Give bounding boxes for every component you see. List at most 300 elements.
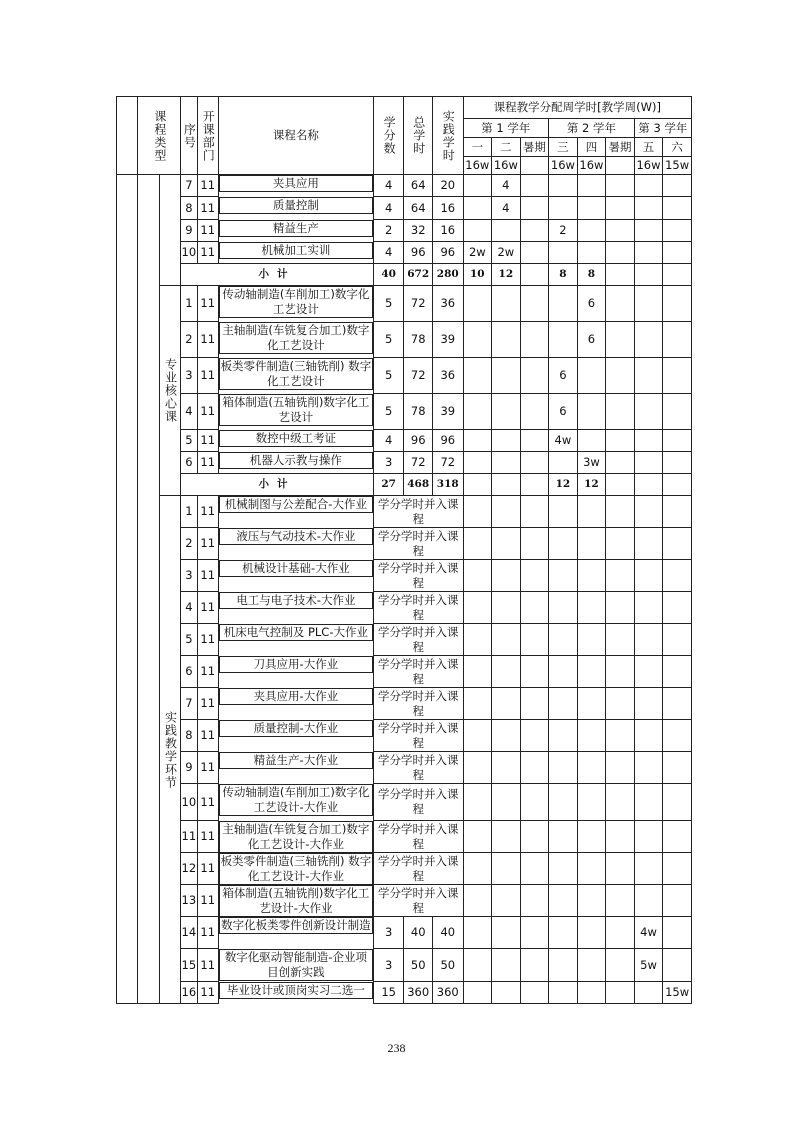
term-hours-cell [606,688,635,720]
term-hours-cell [492,322,521,358]
dept-cell: 11 [197,430,218,452]
term-hours-cell [520,197,549,220]
term-hours-cell [663,853,692,885]
seq-cell: 2 [181,528,197,560]
term-hours-cell: 5w [634,949,663,982]
term-hours-cell [492,688,521,720]
course-name-cell: 传动轴制造(车削加工)数字化工艺设计-大作业 [219,784,373,816]
seq-cell: 3 [181,358,197,394]
weeks-cell: 16w [463,157,492,175]
course-name-cell: 电工与电子技术-大作业 [219,592,373,609]
term-hours-cell [492,528,521,560]
term-hours-cell [663,528,692,560]
term-hours-cell [520,752,549,784]
header-dept: 开课部门 [197,97,218,175]
term-hours-cell [520,452,549,474]
term-hours-cell [492,917,521,949]
credit-cell: 4 [373,175,404,197]
term-hours-cell [606,592,635,624]
term-hours-cell [577,656,606,688]
term-hours-cell [463,592,492,624]
term-hours-cell [663,885,692,917]
course-name-cell: 刀具应用-大作业 [219,656,373,673]
term-hours-cell [549,784,578,821]
term-hours-cell [634,220,663,242]
seq-cell: 10 [181,242,197,264]
term-hours-cell [492,949,521,982]
term-hours-cell [634,821,663,853]
dept-cell: 11 [197,175,218,197]
subtotal-label: 小计 [181,264,374,286]
table-row [117,720,692,752]
term-hours-cell [577,394,606,430]
edge-cell [117,175,138,1004]
term-hours-cell [606,175,635,197]
term-hours-cell [663,752,692,784]
course-name-cell: 精益生产-大作业 [219,752,373,769]
dept-cell: 11 [197,197,218,220]
term-hours-cell [606,784,635,821]
course-name-cell: 机床电气控制及 PLC-大作业 [219,624,373,641]
term-hours-cell [492,982,521,1004]
term-hours-cell [577,242,606,264]
subtotal-term-cell [663,474,692,496]
term-hours-cell [549,752,578,784]
dept-cell: 11 [197,752,218,784]
subtotal-term-cell [634,264,663,286]
term-hours-cell: 2 [549,220,578,242]
term-hours-cell [463,430,492,452]
practice-hours-cell: 96 [432,430,463,452]
subtotal-term-cell: 12 [577,474,606,496]
term-hours-cell [549,917,578,949]
dept-cell: 11 [197,917,218,949]
term-hours-cell [520,592,549,624]
term-hours-cell: 6 [577,322,606,358]
term-hours-cell [492,784,521,821]
subtotal-term-cell [606,474,635,496]
term-hours-cell [577,220,606,242]
term-cell: 一 [463,138,492,157]
term-hours-cell [549,853,578,885]
term-hours-cell [606,496,635,528]
course-name-cell: 质量控制-大作业 [219,720,373,737]
term-cell: 三 [549,138,578,157]
term-hours-cell [634,720,663,752]
term-hours-cell: 2w [492,242,521,264]
term-hours-cell [463,394,492,430]
term-hours-cell [663,175,692,197]
dept-cell: 11 [197,982,218,1004]
header-seq: 序号 [181,97,197,175]
term-hours-cell [663,784,692,821]
term-hours-cell: 4 [492,175,521,197]
seq-cell: 13 [181,885,197,917]
term-hours-cell [577,853,606,885]
term-hours-cell [549,197,578,220]
seq-cell: 5 [181,624,197,656]
table-row [117,220,692,242]
credit-cell: 3 [373,949,404,982]
credit-cell: 15 [373,982,404,1004]
term-hours-cell [663,592,692,624]
table-row [117,656,692,688]
subtotal-practice: 280 [432,264,463,286]
term-hours-cell [492,624,521,656]
subtotal-term-cell: 12 [549,474,578,496]
term-hours-cell [520,720,549,752]
term-hours-cell [577,496,606,528]
credit-cell: 5 [373,394,404,430]
course-name-cell: 机械设计基础-大作业 [219,560,373,577]
course-name-cell: 质量控制 [219,197,373,214]
group-cell-continued [159,175,180,286]
dept-cell: 11 [197,452,218,474]
term-hours-cell [492,885,521,917]
term-hours-cell [549,560,578,592]
term-hours-cell [492,220,521,242]
term-hours-cell [634,394,663,430]
term-hours-cell [520,528,549,560]
course-name-cell: 传动轴制造(车削加工)数字化工艺设计 [219,286,373,318]
term-hours-cell [549,688,578,720]
term-hours-cell: 4w [634,917,663,949]
term-hours-cell [520,286,549,322]
term-hours-cell [549,286,578,322]
term-hours-cell [549,452,578,474]
table-row [117,688,692,720]
course-name-cell: 机械加工实训 [219,242,373,259]
term-hours-cell [520,982,549,1004]
term-hours-cell [663,322,692,358]
course-name-cell: 板类零件制造(三轴铣削) 数字化工艺设计-大作业 [220,853,372,883]
term-hours-cell [463,322,492,358]
term-hours-cell [492,752,521,784]
merged-credit-note: 学分学时并入课程 [373,752,463,784]
course-name-cell: 毕业设计或顶岗实习二选一 [219,982,373,999]
term-cell: 暑期 [520,138,549,157]
term-hours-cell [520,242,549,264]
course-name-cell: 板类零件制造(三轴铣削) 数字化工艺设计 [220,358,372,388]
table-row [117,242,692,264]
credit-cell: 5 [373,322,404,358]
term-hours-cell [463,821,492,853]
merged-credit-note: 学分学时并入课程 [373,821,463,853]
term-hours-cell [549,322,578,358]
seq-cell: 4 [181,592,197,624]
seq-cell: 14 [181,917,197,949]
term-hours-cell [634,885,663,917]
practice-hours-cell: 16 [432,197,463,220]
term-hours-cell [520,430,549,452]
term-hours-cell [520,496,549,528]
dept-cell: 11 [197,853,218,885]
term-hours-cell [606,752,635,784]
header-total-hours: 总学时 [404,97,433,175]
subtotal-credit: 40 [373,264,404,286]
dept-cell: 11 [197,322,218,358]
term-hours-cell [634,624,663,656]
term-hours-cell [606,949,635,982]
subtotal-term-cell: 12 [492,264,521,286]
table-row [117,528,692,560]
term-hours-cell [463,624,492,656]
course-name-cell: 机器人示教与操作 [219,452,373,469]
header-distribution: 课程教学分配周学时[教学周(W)] [463,97,691,119]
merged-credit-note: 学分学时并入课程 [373,496,463,528]
term-hours-cell [606,242,635,264]
term-hours-cell [463,220,492,242]
credit-cell: 3 [373,917,404,949]
term-hours-cell [549,885,578,917]
seq-cell: 7 [181,688,197,720]
term-hours-cell [634,752,663,784]
term-hours-cell [492,821,521,853]
practice-hours-cell: 36 [432,286,463,322]
weeks-cell: 16w [549,157,578,175]
merged-credit-note: 学分学时并入课程 [373,853,463,885]
table-row [117,430,692,452]
term-hours-cell [634,592,663,624]
term-hours-cell [663,358,692,394]
term-hours-cell [463,560,492,592]
term-hours-cell [520,656,549,688]
merged-credit-note: 学分学时并入课程 [373,592,463,624]
term-hours-cell [606,560,635,592]
term-hours-cell [463,175,492,197]
seq-cell: 12 [181,853,197,885]
term-hours-cell [520,624,549,656]
table-row [117,853,692,885]
weeks-cell [606,157,635,175]
term-hours-cell [663,242,692,264]
header-credits: 学分数 [373,97,404,175]
subtotal-term-cell: 10 [463,264,492,286]
term-hours-cell [463,286,492,322]
term-hours-cell [663,430,692,452]
subtotal-credit: 27 [373,474,404,496]
term-hours-cell [606,982,635,1004]
term-cell: 六 [663,138,692,157]
term-hours-cell [606,917,635,949]
subtotal-term-cell [520,264,549,286]
dept-cell: 11 [197,592,218,624]
course-name-cell: 精益生产 [219,220,373,237]
term-hours-cell [634,688,663,720]
seq-cell: 2 [181,322,197,358]
seq-cell: 9 [181,220,197,242]
table-row [117,286,692,322]
term-hours-cell [520,821,549,853]
term-hours-cell [577,821,606,853]
term-hours-cell [549,175,578,197]
weeks-cell: 16w [577,157,606,175]
term-hours-cell [577,592,606,624]
table-body [117,97,692,1004]
seq-cell: 8 [181,197,197,220]
term-hours-cell [520,560,549,592]
subtotal-total: 468 [404,474,433,496]
seq-cell: 8 [181,720,197,752]
merged-credit-note: 学分学时并入课程 [373,656,463,688]
term-hours-cell [577,720,606,752]
term-hours-cell [634,286,663,322]
term-hours-cell [492,560,521,592]
total-hours-cell: 96 [404,430,433,452]
group-practice-text: 实践教学环节 [163,710,178,789]
term-hours-cell [634,784,663,821]
edge-cell [117,97,138,175]
header-row-1 [117,97,692,119]
dept-cell: 11 [197,286,218,322]
dept-cell: 11 [197,949,218,982]
subtotal-label: 小计 [181,474,374,496]
total-hours-cell: 64 [404,175,433,197]
dept-cell: 11 [197,560,218,592]
term-hours-cell [577,528,606,560]
term-hours-cell [577,949,606,982]
term-hours-cell [606,322,635,358]
term-hours-cell [520,784,549,821]
term-hours-cell [634,452,663,474]
course-name-cell: 数字化板类零件创新设计制造 [219,917,373,934]
credit-cell: 4 [373,430,404,452]
table-row [117,496,692,528]
term-hours-cell [520,358,549,394]
table-row [117,394,692,430]
dept-cell: 11 [197,242,218,264]
merged-credit-note: 学分学时并入课程 [373,560,463,592]
course-name-cell: 主轴制造(车铣复合加工)数字化工艺设计-大作业 [219,821,373,853]
total-hours-cell: 72 [404,358,433,394]
term-hours-cell [520,394,549,430]
term-hours-cell [577,885,606,917]
term-hours-cell [492,452,521,474]
table-row [117,624,692,656]
term-hours-cell [463,656,492,688]
term-hours-cell [663,821,692,853]
seq-cell: 9 [181,752,197,784]
term-hours-cell [663,688,692,720]
dept-cell: 11 [197,496,218,528]
practice-hours-cell: 360 [432,982,463,1004]
total-hours-cell: 32 [404,220,433,242]
term-hours-cell [492,358,521,394]
course-name-cell: 数字化驱动智能制造-企业项目创新实践 [219,949,373,981]
term-hours-cell [606,452,635,474]
merged-credit-note: 学分学时并入课程 [373,624,463,656]
term-hours-cell [634,197,663,220]
term-hours-cell [520,917,549,949]
term-hours-cell: 6 [577,286,606,322]
term-hours-cell: 3w [577,452,606,474]
course-name-cell: 主轴制造(车铣复合加工)数字化工艺设计 [219,322,373,354]
table-row [117,917,692,949]
term-hours-cell [463,528,492,560]
term-hours-cell [520,949,549,982]
term-hours-cell [663,560,692,592]
subtotal-row [117,474,692,496]
term-hours-cell [577,358,606,394]
weeks-cell [520,157,549,175]
term-hours-cell [492,394,521,430]
term-hours-cell [463,917,492,949]
seq-cell: 6 [181,656,197,688]
term-hours-cell [663,452,692,474]
dept-cell: 11 [197,688,218,720]
total-hours-cell: 72 [404,452,433,474]
seq-cell: 11 [181,821,197,853]
seq-cell: 10 [181,784,197,821]
group-core-courses [159,286,180,496]
term-hours-cell [663,720,692,752]
subtotal-practice: 318 [432,474,463,496]
term-hours-cell [606,821,635,853]
practice-hours-cell: 36 [432,358,463,394]
term-hours-cell [663,917,692,949]
term-hours-cell [663,394,692,430]
total-hours-cell: 96 [404,242,433,264]
term-hours-cell [463,885,492,917]
term-hours-cell [577,917,606,949]
term-hours-cell [463,784,492,821]
term-hours-cell [577,752,606,784]
course-name-cell: 夹具应用-大作业 [219,688,373,705]
term-hours-cell [634,430,663,452]
table-row [117,197,692,220]
term-hours-cell: 6 [549,394,578,430]
table-row [117,358,692,394]
term-hours-cell [606,528,635,560]
weeks-cell: 15w [663,157,692,175]
dept-cell: 11 [197,784,218,821]
seq-cell: 7 [181,175,197,197]
credit-cell: 3 [373,452,404,474]
term-hours-cell [549,720,578,752]
term-hours-cell [492,720,521,752]
course-name-cell: 数控中级工考证 [219,430,373,447]
practice-hours-cell: 96 [432,242,463,264]
term-hours-cell [549,821,578,853]
subtotal-term-cell: 8 [577,264,606,286]
header-year-3: 第 3 学年 [634,119,691,138]
term-hours-cell [663,656,692,688]
term-hours-cell [577,784,606,821]
practice-hours-cell: 16 [432,220,463,242]
seq-cell: 1 [181,286,197,322]
subtotal-term-cell [492,474,521,496]
term-hours-cell [549,496,578,528]
course-name-cell: 箱体制造(五轴铣削)数字化工艺设计-大作业 [219,885,373,917]
category-cell [138,175,159,1004]
term-hours-cell [634,358,663,394]
course-name-cell: 液压与气动技术-大作业 [219,528,373,545]
table-row [117,885,692,917]
practice-hours-cell: 20 [432,175,463,197]
term-hours-cell [520,885,549,917]
table-row [117,752,692,784]
term-hours-cell [549,242,578,264]
subtotal-total: 672 [404,264,433,286]
term-cell: 五 [634,138,663,157]
term-hours-cell [606,624,635,656]
practice-hours-cell: 40 [432,917,463,949]
total-hours-cell: 50 [404,949,433,982]
term-hours-cell [577,560,606,592]
term-hours-cell [634,175,663,197]
term-hours-cell [606,656,635,688]
term-hours-cell [663,624,692,656]
